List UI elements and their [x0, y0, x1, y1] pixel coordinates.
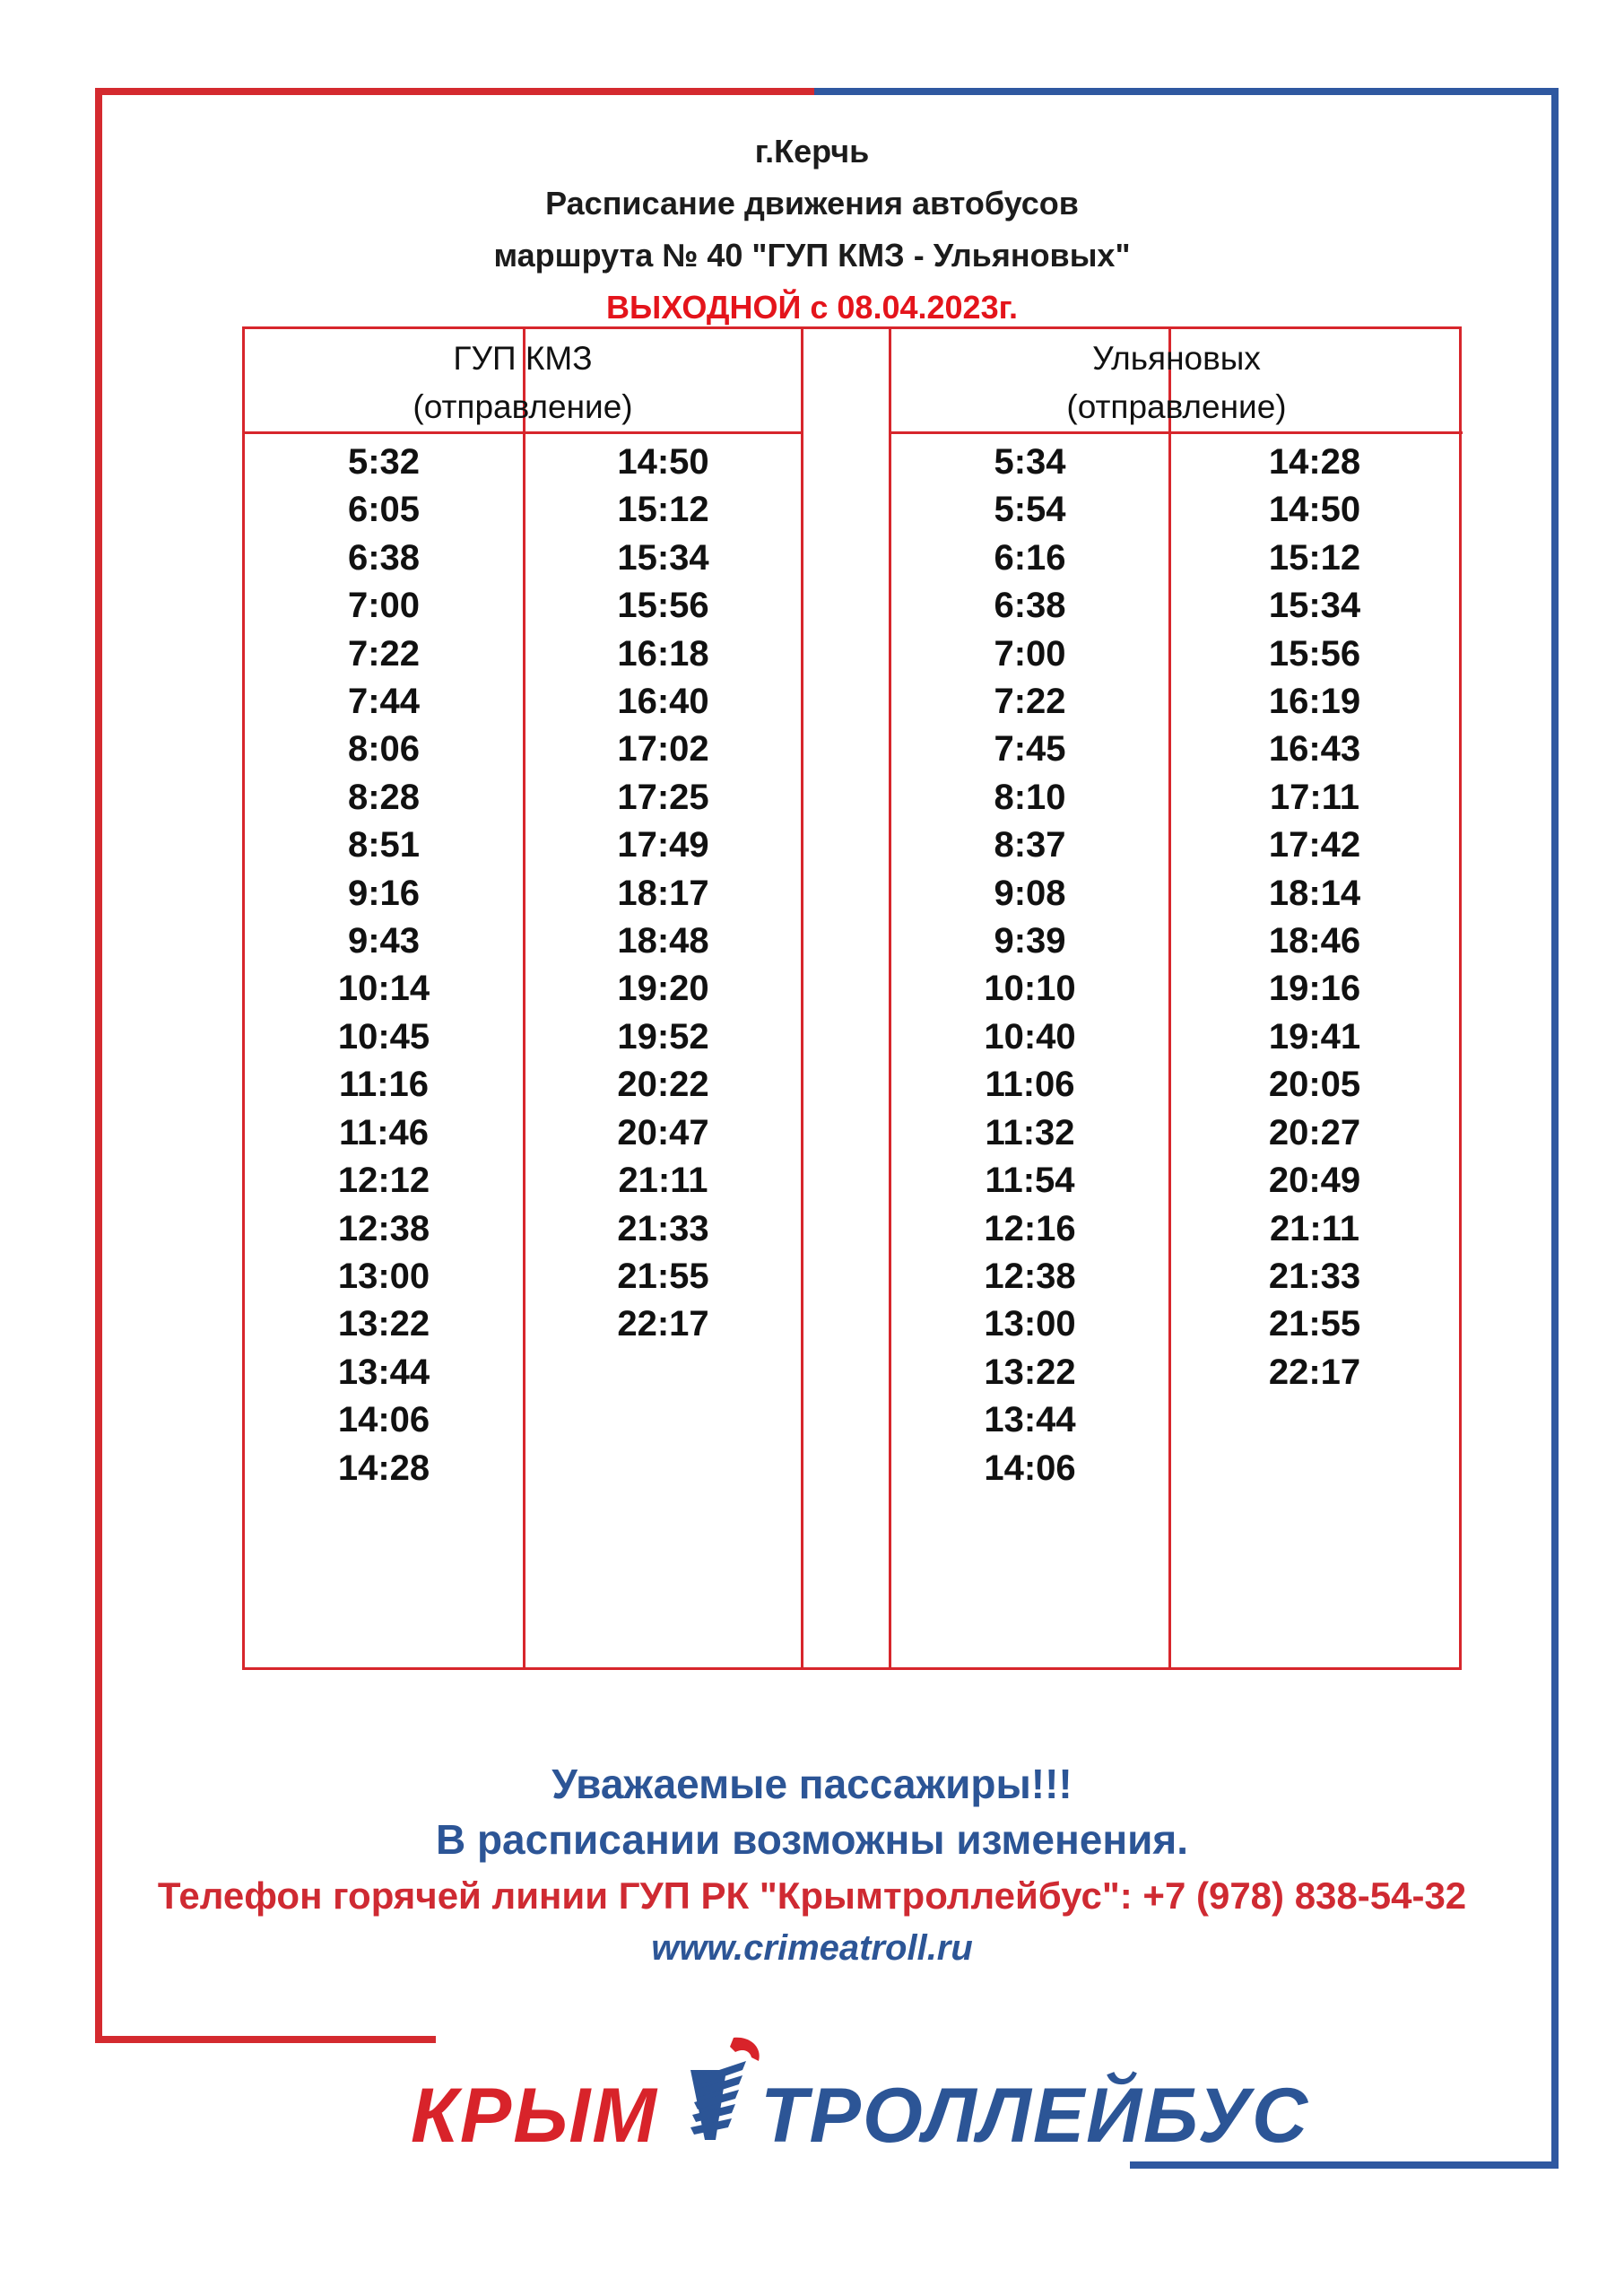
hotline-phone: Телефон горячей линии ГУП РК "Крымтроллейбус": +7 (978) 838-54-32: [157, 1874, 1467, 1917]
frame-left-red: [95, 88, 102, 2043]
departure-time: 6:38: [347, 537, 421, 578]
departure-time: 8:10: [994, 777, 1066, 817]
departure-note: (отправление): [1066, 388, 1287, 425]
departure-time: 11:06: [985, 1065, 1075, 1105]
departure-time: 20:27: [1268, 1112, 1361, 1152]
departure-time: 18:48: [617, 921, 709, 961]
website-link[interactable]: www.crimeatroll.ru: [651, 1928, 973, 1968]
departure-time: 15:56: [1268, 633, 1361, 674]
departure-time: 12:16: [984, 1208, 1076, 1248]
departure-time: 21:11: [1269, 1208, 1360, 1248]
stop-name: Ульяновых: [1092, 340, 1261, 377]
departure-time: 14:28: [337, 1448, 430, 1488]
schedule-table: [242, 326, 1462, 1670]
departure-time: 5:54: [994, 490, 1066, 530]
departure-time: 10:14: [337, 969, 430, 1009]
departure-time: 13:44: [337, 1352, 430, 1392]
departure-time: 10:40: [984, 1016, 1076, 1057]
departure-time: 9:39: [994, 921, 1066, 961]
departure-time: 20:49: [1268, 1161, 1361, 1201]
direction-header-kmz: [245, 335, 801, 431]
departure-time: 5:34: [994, 442, 1066, 482]
times-column: [1171, 439, 1458, 1396]
departure-time: 22:17: [617, 1304, 709, 1344]
departure-time: 21:33: [617, 1208, 709, 1248]
departure-time: 15:12: [617, 490, 709, 530]
departure-time: 19:20: [617, 969, 709, 1009]
departure-time: 17:42: [1268, 825, 1361, 865]
griffin-emblem-icon: [671, 2034, 769, 2169]
departure-time: 19:52: [617, 1016, 709, 1057]
times-column: [245, 439, 523, 1492]
departure-time: 13:22: [984, 1352, 1076, 1392]
departure-time: 5:32: [347, 442, 421, 482]
route-name: маршрута № 40 "ГУП КМЗ - Ульяновых": [493, 237, 1131, 274]
departure-time: 21:11: [618, 1161, 708, 1201]
departure-time: 13:00: [337, 1256, 430, 1296]
departure-time: 9:43: [347, 921, 421, 961]
departure-time: 7:22: [994, 682, 1066, 722]
departure-time: 14:06: [984, 1448, 1076, 1488]
departure-time: 12:12: [337, 1161, 430, 1201]
departure-time: 15:56: [617, 586, 709, 626]
departure-time: 20:05: [1268, 1065, 1361, 1105]
departure-time: 14:06: [337, 1400, 430, 1440]
departure-time: 22:17: [1268, 1352, 1361, 1392]
logo-word-trolleybus: ТРОЛЛЕЙБУС: [760, 2073, 1310, 2159]
departure-time: 19:41: [1268, 1016, 1361, 1057]
departure-time: 15:34: [617, 537, 709, 578]
frame-bottom-red: [95, 2036, 436, 2043]
departure-time: 7:00: [994, 633, 1066, 674]
direction-header-ulyanovykh: [891, 335, 1462, 431]
header-divider: [889, 431, 1463, 434]
departure-time: 9:08: [994, 873, 1066, 913]
departure-time: 6:16: [994, 537, 1066, 578]
departure-time: 6:38: [994, 586, 1066, 626]
departure-time: 18:17: [617, 873, 709, 913]
departure-time: 14:28: [1268, 442, 1361, 482]
departure-time: 8:28: [347, 777, 421, 817]
departure-time: 13:00: [984, 1304, 1076, 1344]
departure-time: 6:05: [347, 490, 421, 530]
departure-time: 11:54: [985, 1161, 1075, 1201]
departure-time: 17:49: [617, 825, 709, 865]
departure-time: 12:38: [984, 1256, 1076, 1296]
departure-time: 7:00: [347, 586, 421, 626]
departure-time: 16:43: [1268, 729, 1361, 770]
departure-time: 10:45: [337, 1016, 430, 1057]
departure-time: 17:02: [617, 729, 709, 770]
departure-time: 8:37: [994, 825, 1066, 865]
departure-time: 11:16: [338, 1065, 430, 1105]
departure-time: 17:11: [1269, 777, 1360, 817]
departure-time: 17:25: [617, 777, 709, 817]
departure-time: 20:22: [617, 1065, 709, 1105]
departure-time: 21:55: [617, 1256, 709, 1296]
schedule-header: [0, 126, 1624, 334]
departure-time: 13:22: [337, 1304, 430, 1344]
departure-note: (отправление): [413, 388, 633, 425]
header-divider: [245, 431, 803, 434]
departure-time: 8:51: [347, 825, 421, 865]
departure-time: 14:50: [617, 442, 709, 482]
schedule-title: Расписание движения автобусов: [545, 185, 1079, 222]
departure-time: 20:47: [617, 1112, 709, 1152]
departure-time: 9:16: [347, 873, 421, 913]
departure-time: 21:55: [1268, 1304, 1361, 1344]
frame-top-blue: [814, 88, 1559, 95]
departure-time: 11:32: [985, 1112, 1075, 1152]
departure-time: 18:14: [1268, 873, 1361, 913]
column-divider: [801, 329, 803, 1667]
departure-time: 10:10: [984, 969, 1076, 1009]
times-column: [891, 439, 1168, 1492]
validity-date: ВЫХОДНОЙ с 08.04.2023г.: [606, 289, 1018, 326]
passenger-greeting: Уважаемые пассажиры!!!: [551, 1761, 1073, 1807]
departure-time: 15:34: [1268, 586, 1361, 626]
departure-time: 12:38: [337, 1208, 430, 1248]
frame-top-red: [95, 88, 814, 95]
departure-time: 7:22: [347, 633, 421, 674]
city-name: г.Керчь: [754, 133, 870, 170]
logo-word-krym: КРЫМ: [411, 2073, 658, 2159]
changes-notice: В расписании возможны изменения.: [435, 1816, 1189, 1863]
stop-name: ГУП КМЗ: [453, 340, 593, 377]
departure-time: 16:18: [617, 633, 709, 674]
departure-time: 7:44: [347, 682, 421, 722]
departure-time: 21:33: [1268, 1256, 1361, 1296]
departure-time: 18:46: [1268, 921, 1361, 961]
departure-time: 19:16: [1268, 969, 1361, 1009]
departure-time: 16:19: [1268, 682, 1361, 722]
departure-time: 7:45: [994, 729, 1066, 770]
departure-time: 15:12: [1268, 537, 1361, 578]
crimea-trolleybus-logo: [405, 2034, 1310, 2169]
times-column: [525, 439, 801, 1349]
departure-time: 11:46: [338, 1112, 430, 1152]
departure-time: 13:44: [984, 1400, 1076, 1440]
departure-time: 14:50: [1268, 490, 1361, 530]
departure-time: 8:06: [347, 729, 421, 770]
departure-time: 16:40: [617, 682, 709, 722]
